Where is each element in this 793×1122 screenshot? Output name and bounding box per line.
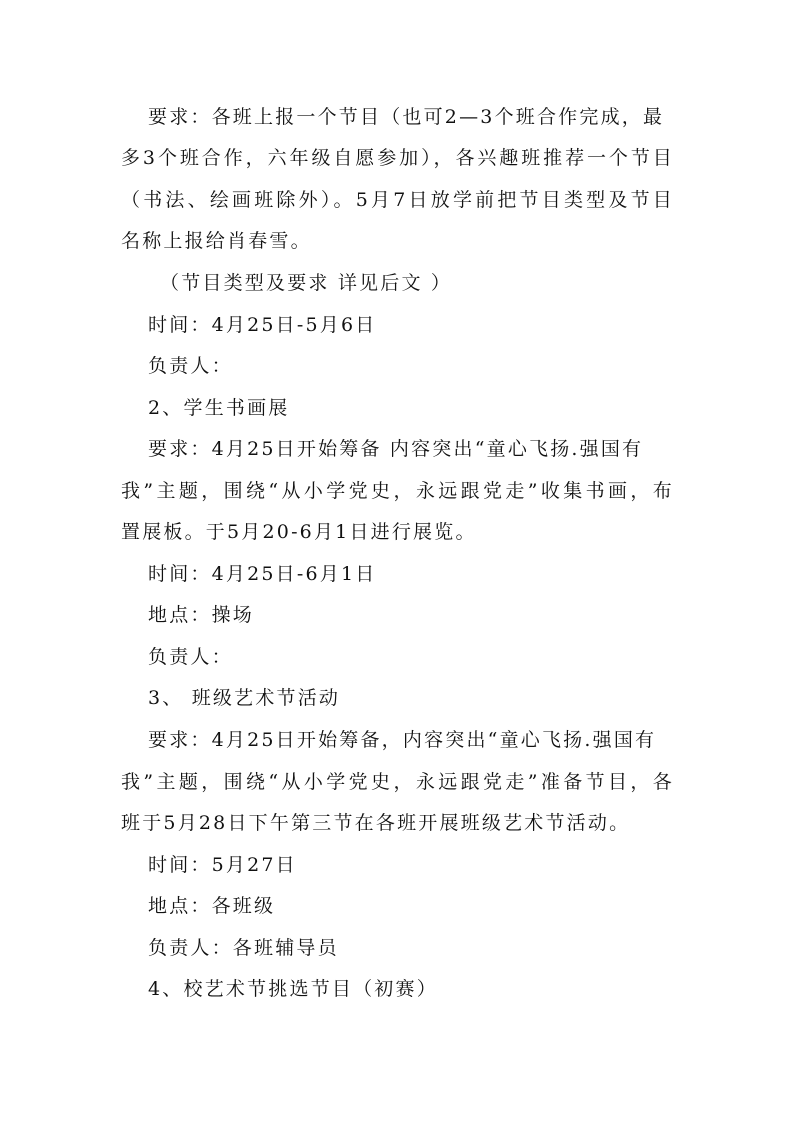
time-line: 时间：4月25日-6月1日	[148, 563, 377, 585]
paragraph-line: 多3个班合作，六年级自愿参加），各兴趣班推荐一个节目	[121, 147, 674, 169]
owner-line: 负责人：	[148, 355, 233, 377]
note-line: （节目类型及要求 详见后文 ）	[160, 272, 453, 294]
owner-line: 负责人：	[148, 646, 233, 668]
paragraph-line: 要求：4月25日开始筹备 内容突出“童心飞扬.强国有	[148, 438, 644, 460]
location-line: 地点：各班级	[148, 895, 276, 917]
paragraph-line: 要求：各班上报一个节目（也可2—3个班合作完成，最	[148, 106, 665, 128]
paragraph-line: 班于5月28日下午第三节在各班开展班级艺术节活动。	[121, 812, 631, 834]
paragraph-line: 我”主题，围绕“从小学党史，永远跟党走”准备节目，各	[121, 771, 674, 793]
paragraph-line: 要求：4月25日开始筹备，内容突出“童心飞扬.强国有	[148, 729, 657, 751]
time-line: 时间：5月27日	[148, 854, 297, 876]
section-heading: 4、校艺术节挑选节目（初赛）	[148, 978, 438, 1000]
owner-line: 负责人：各班辅导员	[148, 937, 339, 959]
time-line: 时间：4月25日-5月6日	[148, 314, 377, 336]
section-heading: 3、 班级艺术节活动	[148, 687, 341, 709]
section-heading: 2、学生书画展	[148, 397, 290, 419]
paragraph-line: （书法、绘画班除外）。5月7日放学前把节目类型及节目	[121, 189, 674, 211]
location-line: 地点：操场	[148, 604, 255, 626]
paragraph-line: 置展板。于5月20-6月1日进行展览。	[121, 521, 477, 543]
paragraph-line: 我”主题，围绕“从小学党史，永远跟党走”收集书画，布	[121, 480, 674, 502]
paragraph-line: 名称上报给肖春雪。	[121, 230, 312, 252]
